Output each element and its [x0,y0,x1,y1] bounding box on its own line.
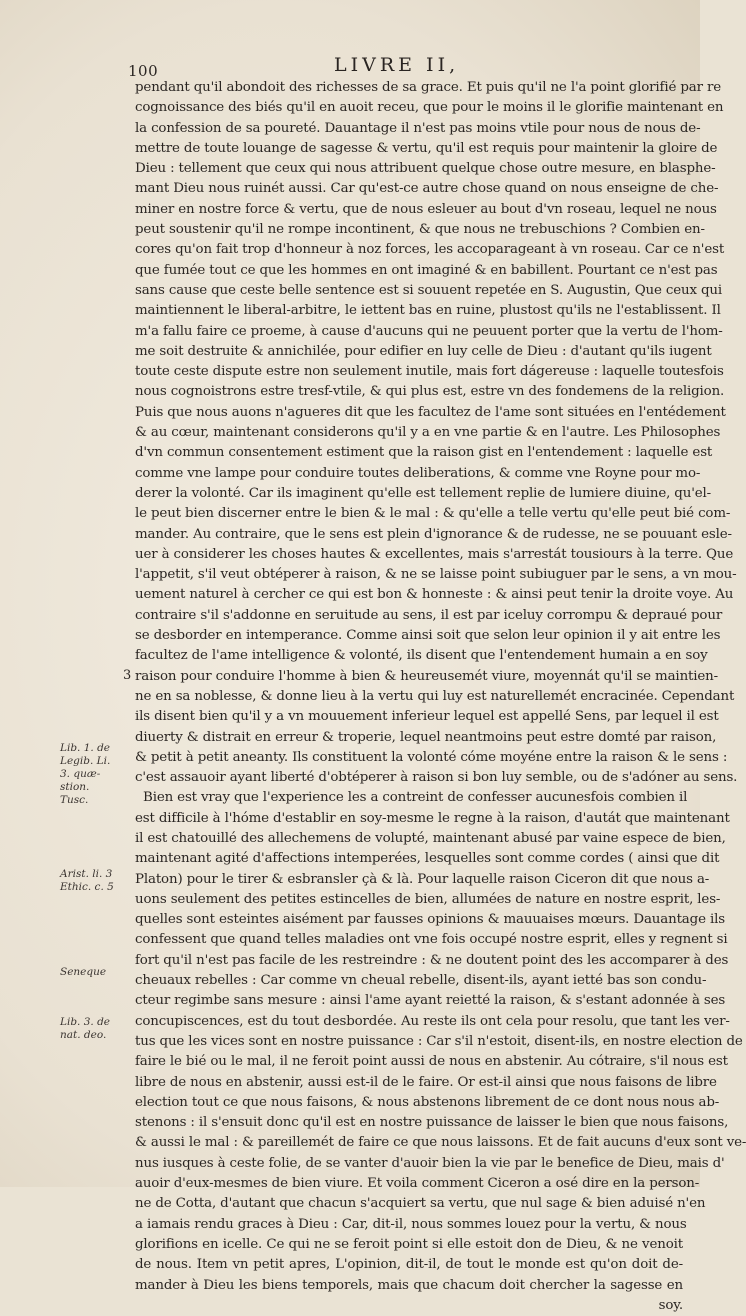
text-line: libre de nous en abstenir, aussi est-il de le faire. Or est-il ainsi que nous faisons de libre [135,1074,717,1090]
text-line: tus que les vices sont en nostre puissance : Car s'il n'estoit, disent-ils, en nostre election de [135,1033,743,1049]
text-line: sans cause que ceste belle sentence est si souuent repetée en S. Augustin, Que ceux qui [135,282,723,298]
text-line: maintiennent le liberal-arbitre, le iettent bas en ruine, plustost qu'ils ne l'establissent. Il [135,303,721,319]
text-line: cores qu'on fait trop d'honneur à noz forces, les accoparageant à vn roseau. Car ce n'est [135,242,725,258]
margin-note: Lib. 1. de Legib. Li. 3. quæ- stion. Tusc. [60,742,111,806]
text-line: raison pour conduire l'homme à bien & heureusemét viure, moyennát qu'il se maintien- [135,668,719,684]
text-line: facultez de l'ame intelligence & volonté, ils disent que l'entendement humain a en soy [135,648,708,664]
text-line: a iamais rendu graces à Dieu : Car, dit-il, nous sommes louez pour la vertu, & nous [135,1216,687,1232]
text-line: soy. [658,1297,683,1313]
text-line: toute ceste dispute estre non seulement inutile, mais fort dágereuse : laquelle toutesfois [135,364,724,380]
text-line: stenons : il s'ensuit donc qu'il est en nostre puissance de laisser le bien que nous faisons, [135,1115,729,1131]
text-line: ne en sa noblesse, & donne lieu à la vertu qui luy est naturellemét encracinée. Cependant [135,688,735,704]
text-line: est difficile à l'hóme d'establir en soy-mesme le regne à la raison, d'autát que maintenant [135,810,730,826]
text-line: election tout ce que nous faisons, & nous abstenons librement de ce dont nous nous ab- [135,1094,720,1110]
text-line: uer à considerer les choses hautes & excellentes, mais s'arrestát tousiours à la terre. Que [135,546,734,562]
text-line: contraire s'il s'addonne en seruitude au sens, il est par iceluy corrompu & depraué pour [135,607,723,623]
text-line: glorifions en icelle. Ce qui ne se feroit point si elle estoit don de Dieu, & ne venoit [135,1236,683,1252]
text-line: Puis que nous auons n'agueres dit que les facultez de l'ame sont situées en l'entédement [135,404,726,420]
paragraph-number: 3 [123,668,132,683]
text-line: cheuaux rebelles : Car comme vn cheual rebelle, disent-ils, ayant ietté bas son condu- [135,973,707,989]
text-line: diuerty & distrait en erreur & troperie, lequel neantmoins peut estre domté par raison, [135,729,717,745]
margin-note: Seneque [60,966,107,978]
text-line: miner en nostre force & vertu, que de nous esleuer au bout d'vn roseau, lequel ne nous [135,201,717,217]
text-line: il est chatouillé des allechemens de volupté, maintenant abusé par vaine espece de bien, [135,830,726,846]
text-line: ils disent bien qu'il y a vn mouuement inferieur lequel est appellé Sens, par lequel il est [135,709,719,725]
text-line: mander à Dieu les biens temporels, mais que chacum doit chercher la sagesse en [135,1277,683,1293]
text-line: mettre de toute louange de sagesse & vertu, qu'il est requis pour maintenir la gloire de [135,140,718,156]
body-text [135,78,746,1316]
text-line: & aussi le mal : & pareillemét de faire ce que nous laissons. Et de fait aucuns d'eux sont ve- [135,1135,746,1151]
text-line: comme vne lampe pour conduire toutes deliberations, & comme vne Royne pour mo- [135,465,701,481]
text-line: quelles sont esteintes aisément par fausses opinions & mauuaises mœurs. Dauantage ils [135,912,725,928]
text-line: de nous. Item vn petit apres, L'opinion, dit-il, de tout le monde est qu'on doit de- [135,1257,683,1273]
text-line: d'vn commun consentement estiment que la raison gist en l'entendement : laquelle est [135,445,713,461]
text-line: se desborder en intemperance. Comme ainsi soit que selon leur opinion il y ait entre les [135,628,721,644]
text-line: & petit à petit aneanty. Ils constituent la volonté cóme moyéne entre la raison & le sens : [135,749,728,765]
text-line: l'appetit, s'il veut obtéperer à raison, & ne se laisse point subiuguer par le sens, a vn mou- [135,567,737,583]
text-line: cteur regimbe sans mesure : ainsi l'ame ayant reietté la raison, & s'estant adonnée à ses [135,993,726,1009]
text-line: le peut bien discerner entre le bien & le mal : & qu'elle a telle vertu qu'elle peut bié com- [135,506,731,522]
text-line: faire le bié ou le mal, il ne feroit point aussi de nous en abstenir. Au cótraire, s'il nous est [135,1054,728,1070]
text-line: que fumée tout ce que les hommes en ont imaginé & en babillent. Pourtant ce n'est pas [135,262,718,278]
text-line: concupiscences, est du tout desbordée. Au reste ils ont cela pour resolu, que tant les ver- [135,1013,730,1029]
text-line: c'est assauoir ayant liberté d'obtéperer à raison si bon luy semble, ou de s'adóner au sens. [135,770,738,786]
text-line: cognoissance des biés qu'il en auoit receu, que pour le moins il le glorifie maintenant en [135,100,724,116]
text-line: maintenant agité d'affections intemperées, lesquelles sont comme cordes ( ainsi que dit [135,851,720,867]
text-line: nous cognoistrons estre tresf-vtile, & qui plus est, estre vn des fondemens de la religion. [135,384,725,400]
text-line: peut soustenir qu'il ne rompe incontinent, & que nous ne trebuschions ? Combien en- [135,222,705,238]
book-title: LIVRE II, [334,54,460,76]
page-number: 100 [128,62,159,80]
text-line: mander. Au contraire, que le sens est plein d'ignorance & de rudesse, ne se pouuant esle- [135,526,732,542]
text-line: uement naturel à cercher ce qui est bon & honneste : & ainsi peut tenir la droite voye. Au [135,587,734,603]
margin-note: Lib. 3. de nat. deo. [60,1016,111,1041]
text-line: & au cœur, maintenant considerons qu'il y a en vne partie & en l'autre. Les Philosophes [135,425,721,441]
text-line: m'a fallu faire ce proeme, à cause d'aucuns qui ne peuuent porter que la vertu de l'hom- [135,323,723,339]
text-line: uons seulement des petites estincelles de bien, allumées de nature en nostre esprit, les- [135,891,721,907]
text-line: Platon) pour le tirer & esbransler çà & là. Pour laquelle raison Ciceron dit que nous a- [135,871,710,887]
text-line: mant Dieu nous ruinét aussi. Car qu'est-ce autre chose quand on nous enseigne de che- [135,181,719,197]
text-line: ne de Cotta, d'autant que chacun s'acquiert sa vertu, que nul sage & bien aduisé n'en [135,1196,706,1212]
text-line: la confession de sa poureté. Dauantage il n'est pas moins vtile pour nous de nous de- [135,120,701,136]
text-line: auoir d'eux-mesmes de bien viure. Et voila comment Ciceron a osé dire en la person- [135,1176,700,1192]
text-line: derer la volonté. Car ils imaginent qu'elle est tellement replie de lumiere diuine, qu'el- [135,485,712,501]
text-line: Dieu : tellement que ceux qui nous attribuent quelque chose outre mesure, en blasphe- [135,161,716,177]
text-line: Bien est vray que l'experience les a contreint de confesser aucunesfois combien il [143,790,688,806]
text-line: nus iusques à ceste folie, de se vanter d'auoir bien la vie par le benefice de Dieu, mais d' [135,1155,725,1171]
text-line: confessent que quand telles maladies ont vne fois occupé nostre esprit, elles y regnent si [135,932,728,948]
margin-note: Arist. li. 3 Ethic. c. 5 [60,868,114,893]
text-line: me soit destruite & annichilée, pour edifier en luy celle de Dieu : d'autant qu'ils iugent [135,343,712,359]
text-line: pendant qu'il abondoit des richesses de sa grace. Et puis qu'il ne l'a point glorifié par re [135,80,722,95]
text-line: fort qu'il n'est pas facile de les restreindre : & ne doutent point des les accomparer à des [135,952,729,968]
